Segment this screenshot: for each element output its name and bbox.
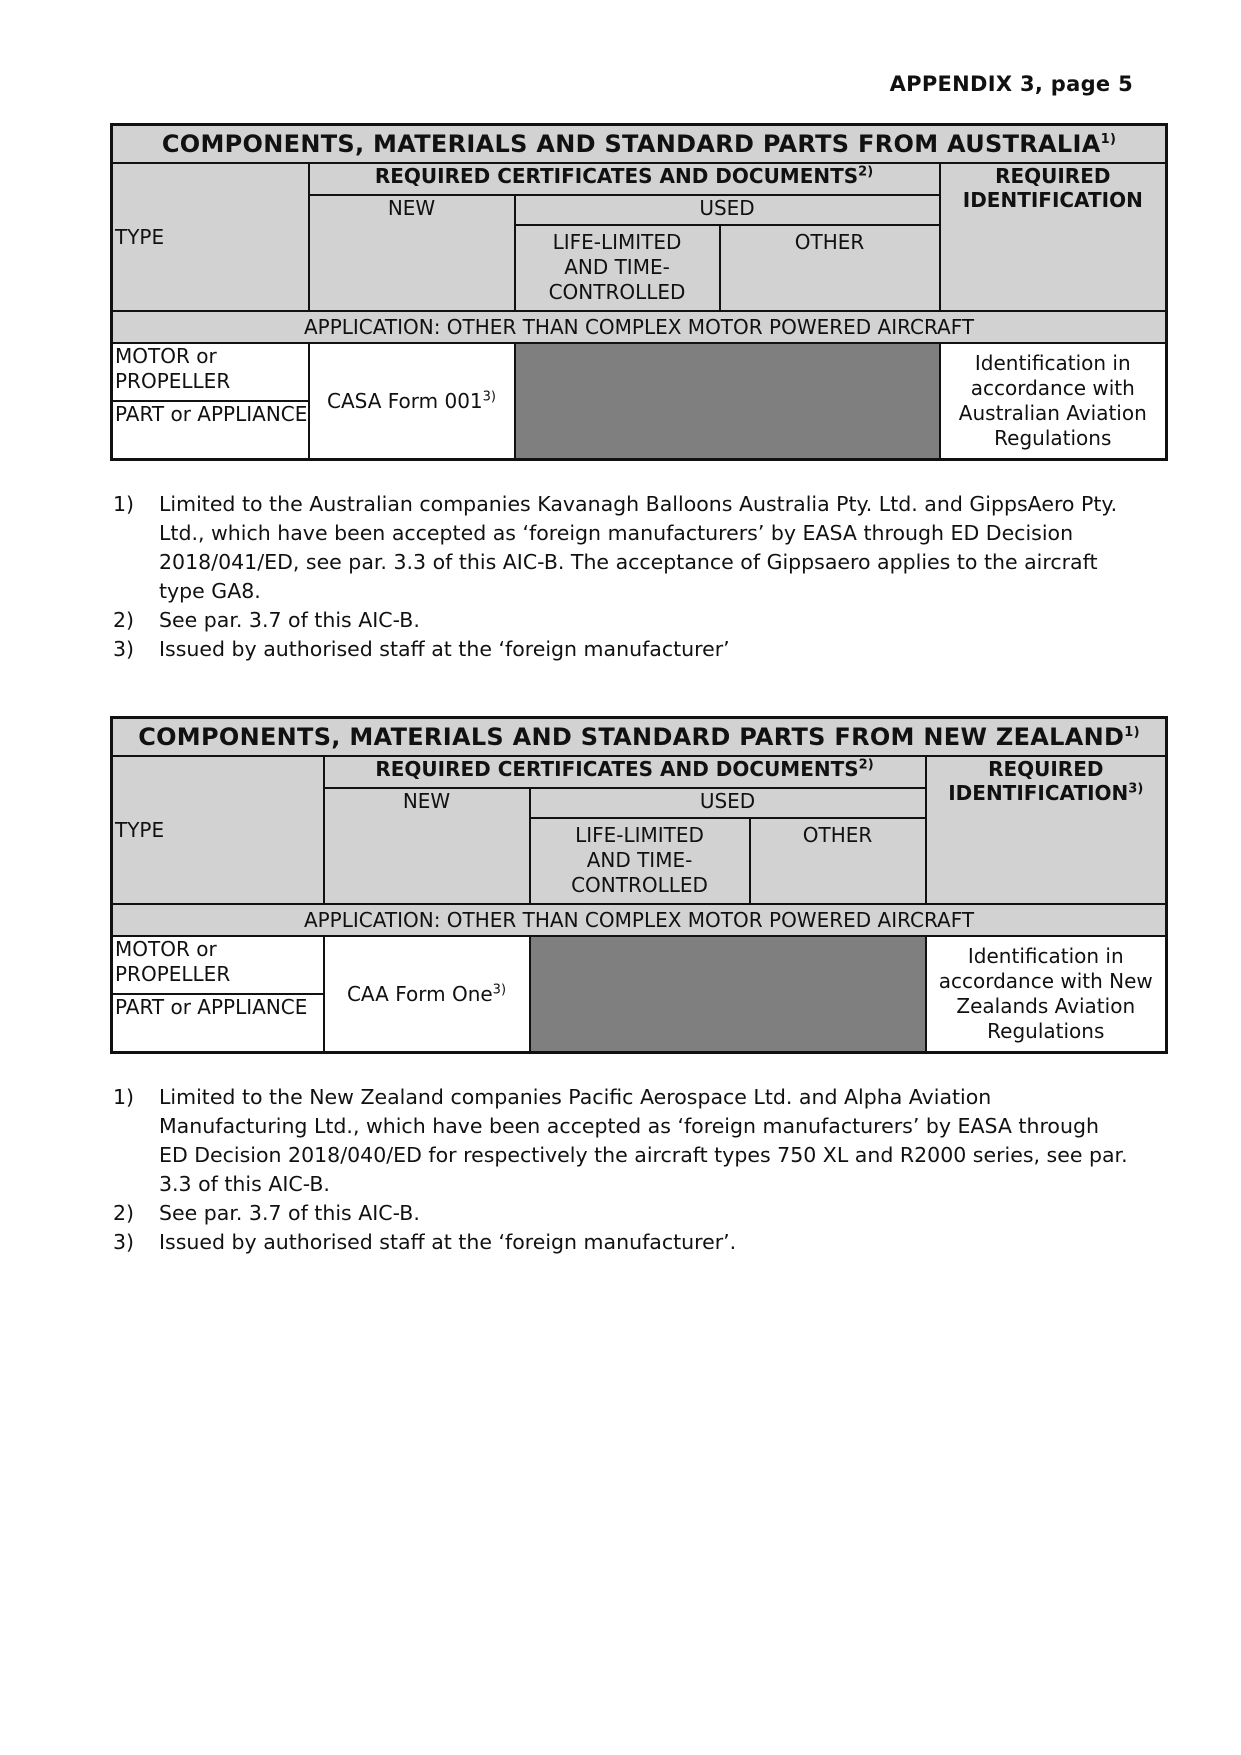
motor-propeller-label: MOTOR or PROPELLER [112, 343, 309, 401]
new-header: NEW [309, 195, 515, 311]
new-zealand-table [110, 716, 1168, 1054]
motor-propeller-label: MOTOR or PROPELLER [112, 936, 324, 994]
part-appliance-label: PART or APPLIANCE [112, 994, 324, 1053]
life-limited-header: LIFE-LIMITED AND TIME-CONTROLLED [530, 818, 750, 904]
other-header: OTHER [750, 818, 926, 904]
footnote: 1) Limited to the Australian companies Kavanagh Balloons Australia Pty. Ltd. and GippsAero Pty. Ltd., which have been accepted as ‘foreign manufacturers’ by EASA through ED Decision 2018/041/ED, see par. 3.3 of this AIC-B. The acceptance of Gippsaero applies to the aircraft type GA8. [113, 492, 1118, 603]
application-row: APPLICATION: OTHER THAN COMPLEX MOTOR POWERED AIRCRAFT [112, 904, 1167, 936]
table-title: COMPONENTS, MATERIALS AND STANDARD PARTS FROM NEW ZEALAND$^{1)}$ [112, 718, 1167, 757]
australia-footnotes [113, 490, 1133, 664]
required-identification-header: REQUIRED IDENTIFICATION$^{3)}$ [926, 756, 1167, 904]
used-shaded-cell [530, 936, 926, 1053]
new-form-cell: CAA Form One$^{3)}$ [324, 936, 530, 1053]
footnote: 2) See par. 3.7 of this AIC-B. [113, 608, 420, 632]
identification-cell: Identification in accordance with New Zealands Aviation Regulations [926, 936, 1167, 1053]
used-header: USED [530, 788, 926, 818]
page-header: APPENDIX 3, page 5 [889, 72, 1133, 96]
required-docs-header: REQUIRED CERTIFICATES AND DOCUMENTS$^{2)}$ [309, 163, 940, 195]
type-header: TYPE [112, 756, 324, 904]
part-appliance-label: PART or APPLIANCE [112, 401, 309, 460]
used-header: USED [515, 195, 940, 225]
other-header: OTHER [720, 225, 940, 311]
footnote: 2) See par. 3.7 of this AIC-B. [113, 1201, 420, 1225]
used-shaded-cell [515, 343, 940, 460]
identification-cell: Identification in accordance with Australian Aviation Regulations [940, 343, 1167, 460]
australia-table [110, 123, 1168, 461]
footnote: 3) Issued by authorised staff at the ‘foreign manufacturer’ [113, 637, 730, 661]
new-zealand-footnotes [113, 1083, 1133, 1257]
application-row: APPLICATION: OTHER THAN COMPLEX MOTOR POWERED AIRCRAFT [112, 311, 1167, 343]
new-header: NEW [324, 788, 530, 904]
table-title: COMPONENTS, MATERIALS AND STANDARD PARTS FROM AUSTRALIA$^{1)}$ [112, 125, 1167, 164]
required-identification-header: REQUIRED IDENTIFICATION [940, 163, 1167, 311]
footnote: 1) Limited to the New Zealand companies Pacific Aerospace Ltd. and Alpha Aviation Manufacturing Ltd., which have been accepted as ‘foreign manufacturers’ by EASA through ED Decision 2018/040/ED for respectively the aircraft types 750 XL and R2000 series, see par. 3.3 of this AIC-B. [113, 1085, 1128, 1196]
required-docs-header: REQUIRED CERTIFICATES AND DOCUMENTS$^{2)}$ [324, 756, 926, 788]
type-header: TYPE [112, 163, 309, 311]
life-limited-header: LIFE-LIMITED AND TIME-CONTROLLED [515, 225, 720, 311]
new-form-cell: CASA Form 001$^{3)}$ [309, 343, 515, 460]
footnote: 3) Issued by authorised staff at the ‘foreign manufacturer’. [113, 1230, 737, 1254]
